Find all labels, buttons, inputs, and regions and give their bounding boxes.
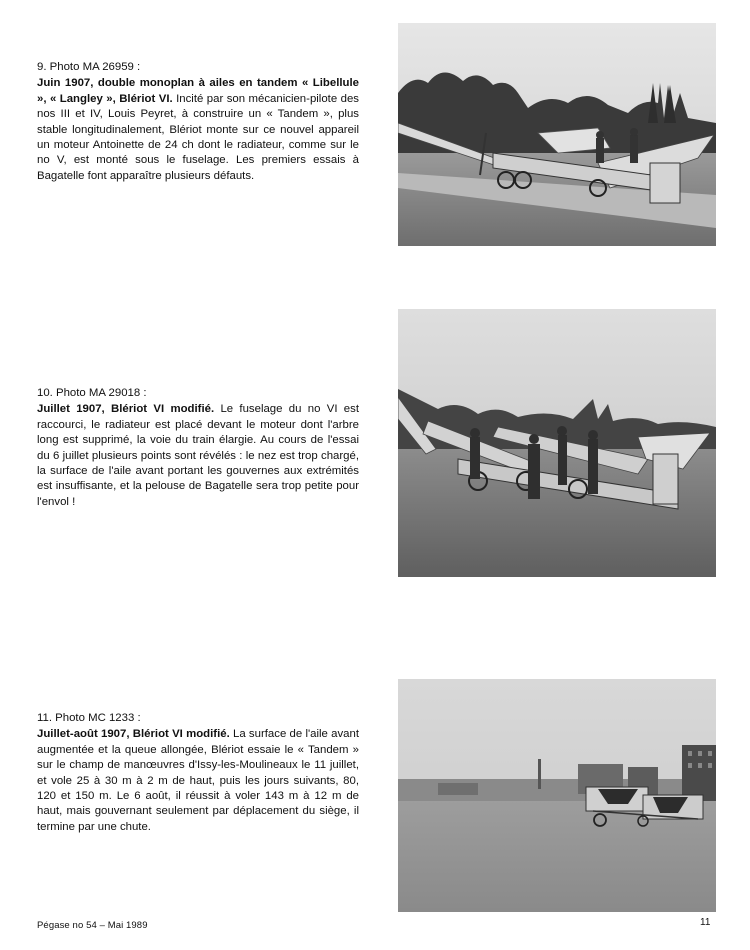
photo-ma-26959 bbox=[398, 23, 716, 246]
caption-body: La surface de l'aile avant augmentée et la queue allongée, Blériot essaie le « Tandem » sur le champ de manœuvres d'Issy-les-Moulineaux le 11 juillet, et vole 25 à 30 m à 2 m de haut, puis les jours suivants, 80, 120 et 150 m. Le 6 août, il réussit à voler 143 m à 12 m de haut, mais gouvernant seulement par déplacement du siège, il termine par une chute. bbox=[37, 728, 359, 833]
caption-lead: Juin 1907, double monoplan à ailes en tandem « Libellule », « Langley », Blériot VI. bbox=[37, 77, 359, 105]
caption-9 bbox=[37, 60, 359, 184]
publication-footer: Pégase no 54 – Mai 1989 bbox=[37, 920, 148, 931]
caption-11 bbox=[37, 711, 359, 835]
caption-lead: Juillet 1907, Blériot VI modifié. bbox=[37, 403, 215, 416]
photo-ma-29018 bbox=[398, 309, 716, 577]
caption-heading: 11. Photo MC 1233 : bbox=[37, 712, 141, 724]
page-number: 11 bbox=[700, 917, 711, 928]
caption-body: Incité par son mécanicien-pilote des nos III et IV, Louis Peyret, à construire un « Tandem », plus stable longitudinalement, Blériot monte sur ce nouvel appareil un moteur Antoinette de 24 ch dont le radiateur, comme sur le no V, est monté sous le fuselage. Les premiers essais à Bagatelle font apparaître plusieurs défauts. bbox=[37, 92, 359, 182]
caption-heading: 9. Photo MA 26959 : bbox=[37, 61, 141, 73]
caption-10 bbox=[37, 386, 359, 510]
caption-lead: Juillet-août 1907, Blériot VI modifié. bbox=[37, 728, 230, 741]
photo-mc-1233 bbox=[398, 679, 716, 912]
caption-body: Le fuselage du no VI est raccourci, le radiateur est placé devant le moteur dont l'arbre long est supprimé, la voie du train élargie. Au cours de l'essai du 6 juillet plusieurs points sont révélés : le nez est trop chargé, la surface de l'aile avant portant les gouvernes aux extrémités est insuffisante, et la pelouse de Bagatelle sera trop petite pour l'envol ! bbox=[37, 403, 359, 508]
caption-heading: 10. Photo MA 29018 : bbox=[37, 387, 147, 399]
